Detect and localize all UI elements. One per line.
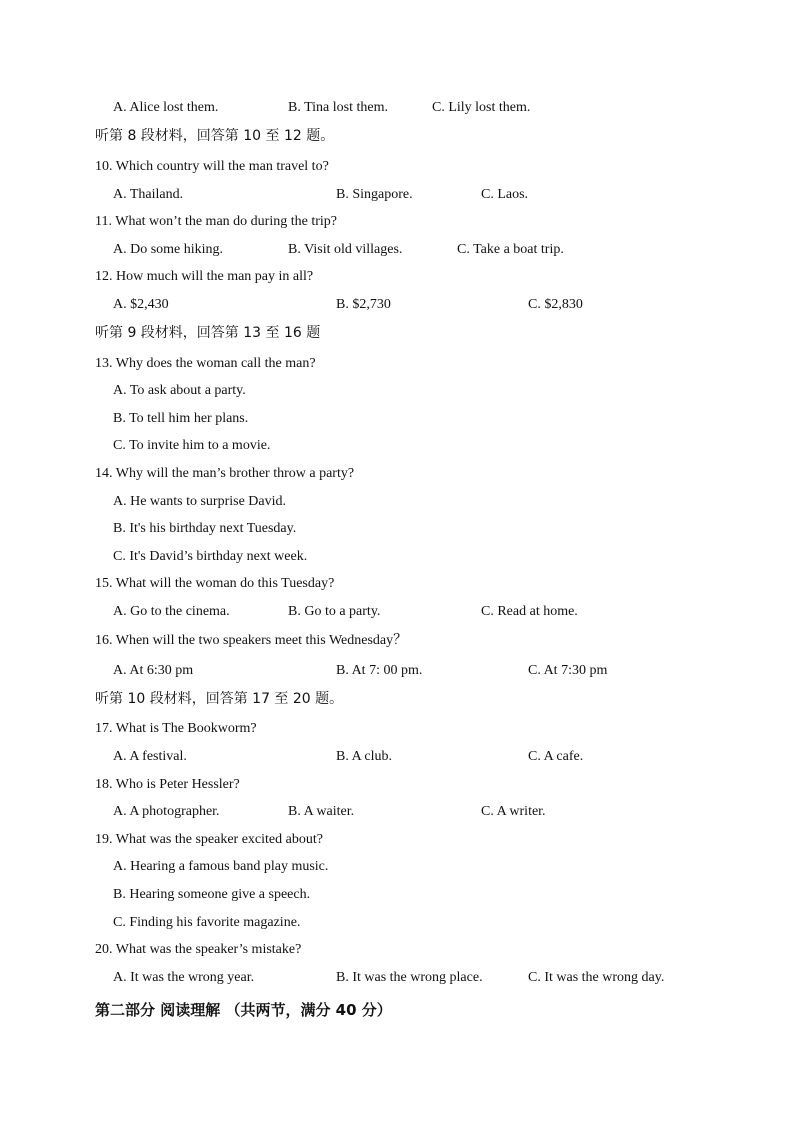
- q18-stem: 18. Who is Peter Hessler?: [95, 777, 240, 792]
- q17-option-c: C. A cafe.: [528, 749, 584, 764]
- part-2-heading: 第二部分 阅读理解 （共两节，满分 40 分）: [95, 1001, 392, 1019]
- q15-stem: 15. What will the woman do this Tuesday?: [95, 576, 335, 591]
- q20-stem: 20. What was the speaker’s mistake?: [95, 942, 302, 957]
- q11-option-c: C. Take a boat trip.: [457, 242, 564, 257]
- q15-option-b: B. Go to a party.: [288, 604, 381, 619]
- q15-option-c: C. Read at home.: [481, 604, 578, 619]
- q10-option-a: A. Thailand.: [113, 187, 184, 202]
- q13-stem: 13. Why does the woman call the man?: [95, 356, 316, 371]
- section-9-heading: 听第 9 段材料，回答第 13 至 16 题: [95, 325, 321, 341]
- q15-option-a: A. Go to the cinema.: [113, 604, 230, 619]
- q9-option-b: B. Tina lost them.: [288, 100, 388, 115]
- q20-option-a: A. It was the wrong year.: [113, 970, 255, 985]
- q17-stem: 17. What is The Bookworm?: [95, 721, 257, 736]
- q19-option-b: B. Hearing someone give a speech.: [113, 887, 311, 902]
- q19-option-c: C. Finding his favorite magazine.: [113, 915, 301, 930]
- q18-option-c: C. A writer.: [481, 804, 546, 819]
- q12-option-b: B. $2,730: [336, 297, 391, 312]
- q20-option-c: C. It was the wrong day.: [528, 970, 665, 985]
- q9-option-a: A. Alice lost them.: [113, 100, 219, 115]
- q19-stem: 19. What was the speaker excited about?: [95, 832, 323, 847]
- q20-option-b: B. It was the wrong place.: [336, 970, 483, 985]
- section-8-heading: 听第 8 段材料，回答第 10 至 12 题。: [95, 128, 335, 144]
- q16-option-b: B. At 7: 00 pm.: [336, 663, 423, 678]
- q14-option-c: C. It's David’s birthday next week.: [113, 549, 308, 564]
- q16-option-c: C. At 7:30 pm: [528, 663, 608, 678]
- q12-option-c: C. $2,830: [528, 297, 583, 312]
- q10-stem: 10. Which country will the man travel to?: [95, 159, 329, 174]
- q19-option-a: A. Hearing a famous band play music.: [113, 859, 329, 874]
- q11-stem: 11. What won’t the man do during the trip?: [95, 214, 337, 229]
- q13-option-a: A. To ask about a party.: [113, 383, 246, 398]
- q14-stem: 14. Why will the man’s brother throw a party?: [95, 466, 355, 481]
- q18-option-a: A. A photographer.: [113, 804, 220, 819]
- q17-option-b: B. A club.: [336, 749, 393, 764]
- q13-option-b: B. To tell him her plans.: [113, 411, 249, 426]
- q16-option-a: A. At 6:30 pm: [113, 663, 194, 678]
- q16-stem: 16. When will the two speakers meet this Wednesday？: [95, 633, 408, 648]
- q11-option-a: A. Do some hiking.: [113, 242, 224, 257]
- q11-option-b: B. Visit old villages.: [288, 242, 403, 257]
- q17-option-a: A. A festival.: [113, 749, 187, 764]
- q18-option-b: B. A waiter.: [288, 804, 355, 819]
- q9-option-c: C. Lily lost them.: [432, 100, 531, 115]
- q12-option-a: A. $2,430: [113, 297, 169, 312]
- q12-stem: 12. How much will the man pay in all?: [95, 269, 314, 284]
- q10-option-b: B. Singapore.: [336, 187, 413, 202]
- q14-option-a: A. He wants to surprise David.: [113, 494, 287, 509]
- section-10-heading: 听第 10 段材料，回答第 17 至 20 题。: [95, 691, 344, 707]
- q13-option-c: C. To invite him to a movie.: [113, 438, 271, 453]
- q10-option-c: C. Laos.: [481, 187, 529, 202]
- q14-option-b: B. It's his birthday next Tuesday.: [113, 521, 297, 536]
